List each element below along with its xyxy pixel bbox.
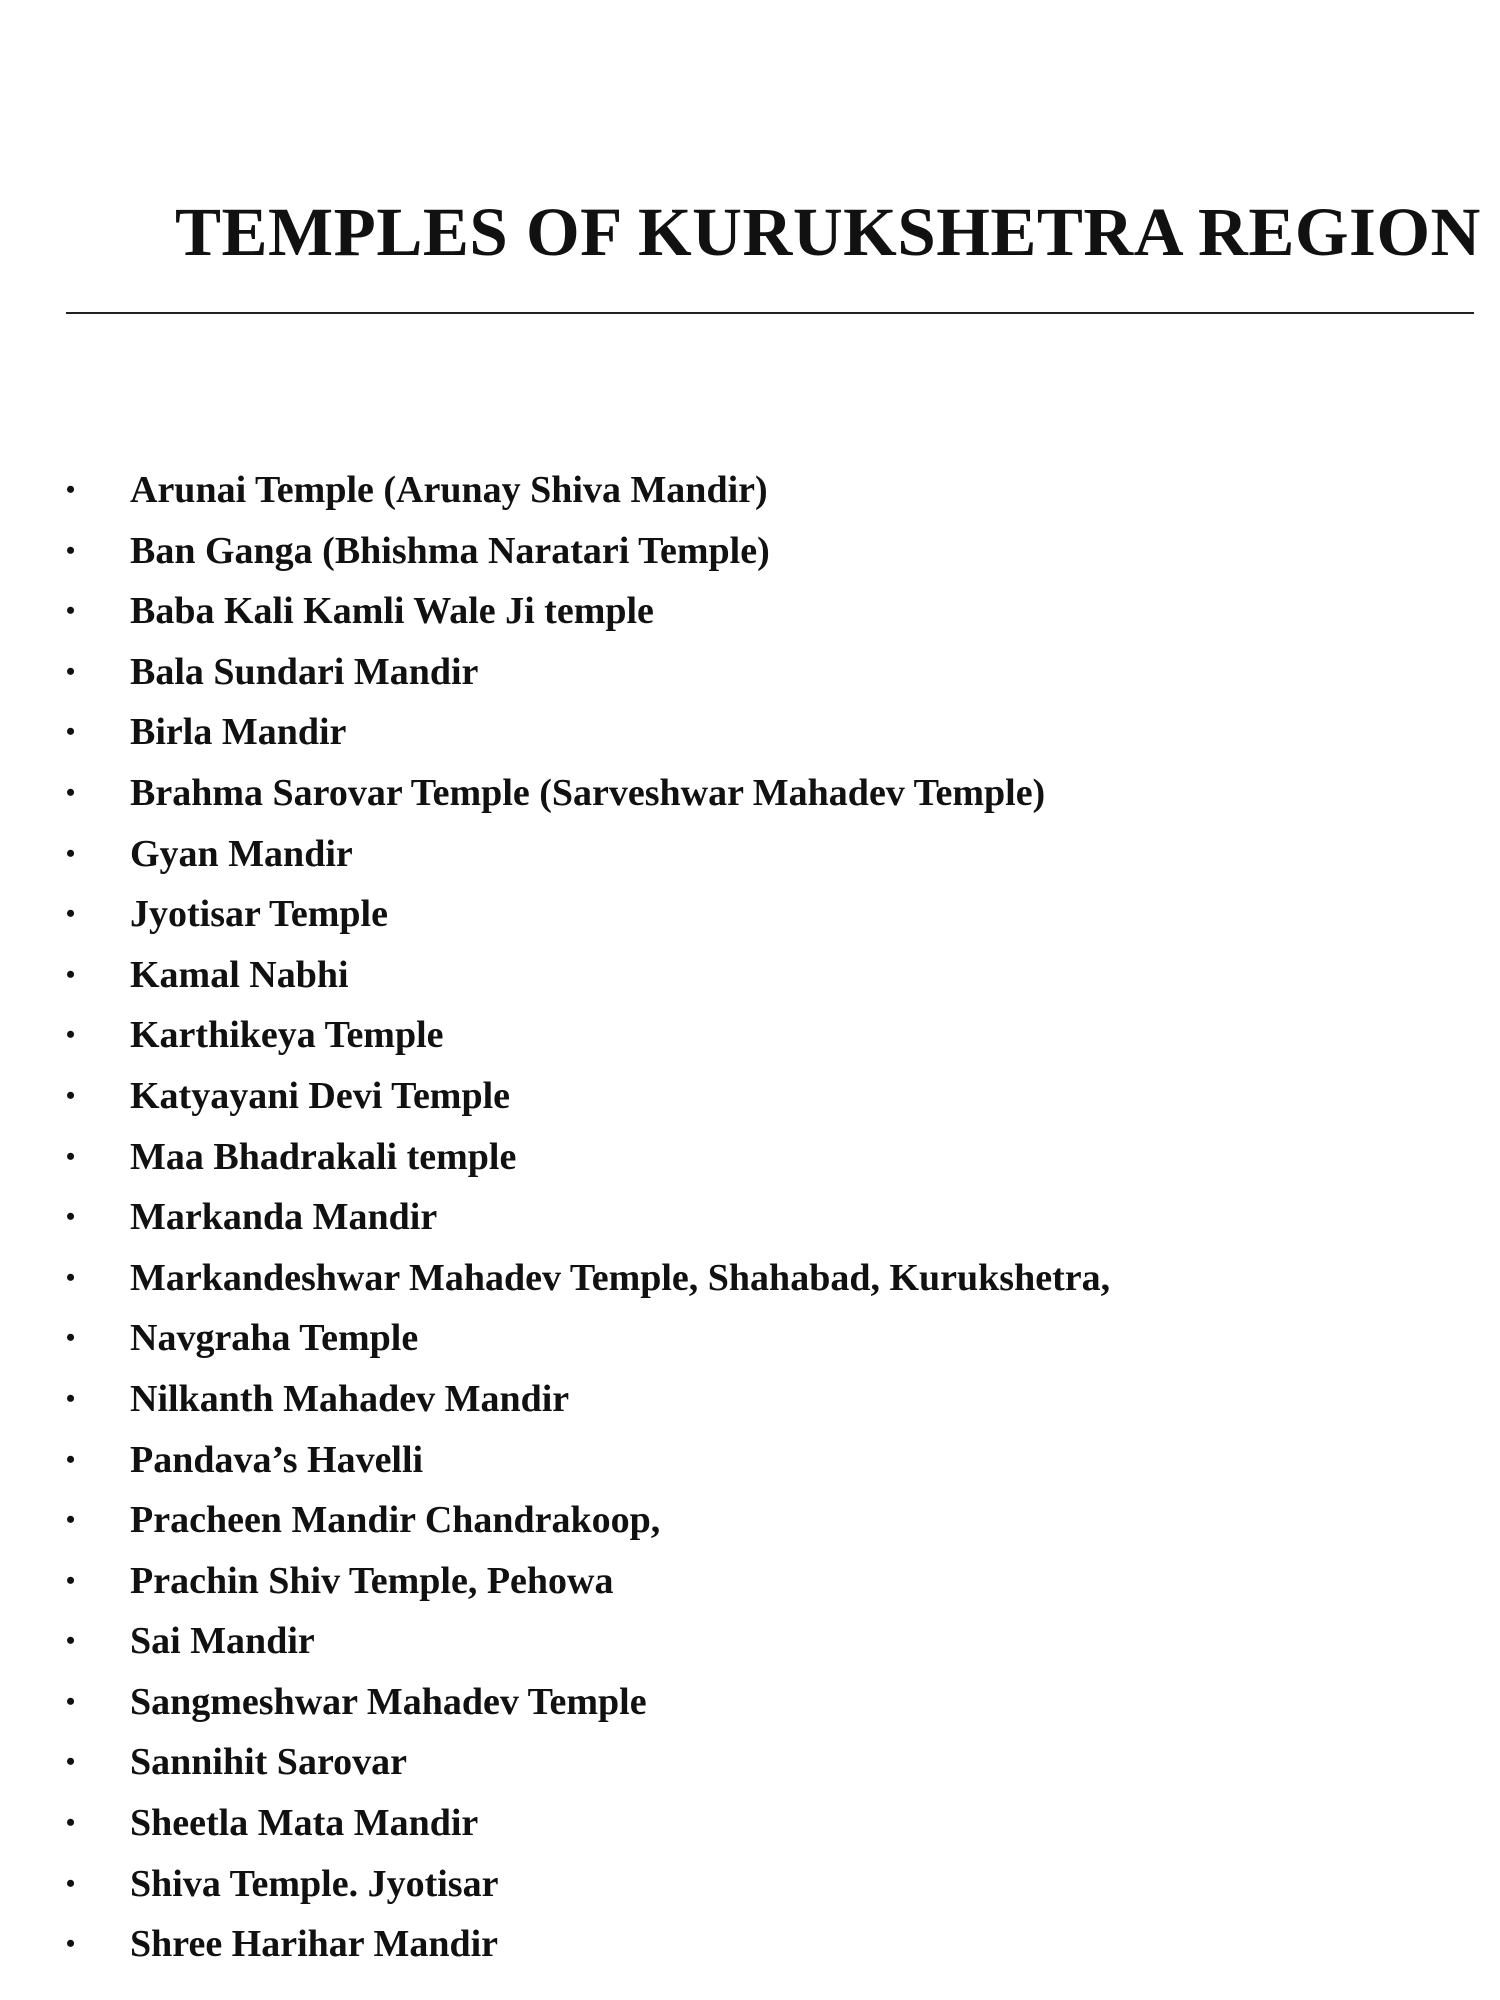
bullet-icon: • bbox=[66, 1626, 76, 1656]
temple-name: Prachin Shiv Temple, Pehowa bbox=[130, 1559, 614, 1602]
temple-list-item bbox=[0, 884, 1110, 945]
temple-name: Gyan Mandir bbox=[130, 832, 353, 875]
bullet-icon: • bbox=[66, 1141, 76, 1171]
bullet-icon: • bbox=[66, 475, 76, 504]
bullet-icon: • bbox=[66, 1323, 76, 1353]
temple-list-item bbox=[0, 945, 1110, 1006]
title-divider bbox=[66, 312, 1474, 314]
temple-list-item bbox=[0, 460, 1110, 521]
bullet-icon: • bbox=[66, 1020, 76, 1050]
temple-name: Sannihit Sarovar bbox=[130, 1741, 407, 1784]
bullet-icon: • bbox=[66, 1686, 76, 1716]
temple-list-item bbox=[0, 824, 1110, 885]
temple-list-item bbox=[0, 1430, 1110, 1491]
temple-name: Shiva Temple. Jyotisar bbox=[130, 1862, 499, 1905]
temple-list-item bbox=[0, 1127, 1110, 1188]
bullet-icon: • bbox=[66, 717, 76, 747]
temple-name: Sai Mandir bbox=[130, 1620, 315, 1663]
temple-name: Sangmeshwar Mahadev Temple bbox=[130, 1680, 647, 1723]
temple-list-item bbox=[0, 1914, 1110, 1975]
bullet-icon: • bbox=[66, 1202, 76, 1232]
temple-list-item bbox=[0, 1005, 1110, 1066]
bullet-icon: • bbox=[66, 656, 76, 686]
temple-name: Arunai Temple (Arunay Shiva Mandir) bbox=[130, 469, 768, 511]
temple-list-item bbox=[0, 763, 1110, 824]
temple-name: Brahma Sarovar Temple (Sarveshwar Mahadev Temple) bbox=[130, 771, 1046, 814]
bullet-icon: • bbox=[66, 1929, 76, 1959]
temple-list-item bbox=[0, 1187, 1110, 1248]
temple-list bbox=[0, 460, 1110, 1975]
bullet-icon: • bbox=[66, 1383, 76, 1413]
temple-name: Karthikeya Temple bbox=[130, 1014, 444, 1057]
bullet-icon: • bbox=[66, 959, 76, 989]
temple-name: Markanda Mandir bbox=[130, 1196, 438, 1239]
temple-list-item bbox=[0, 1854, 1110, 1915]
temple-name: Pracheen Mandir Chandrakoop, bbox=[130, 1499, 661, 1542]
bullet-icon: • bbox=[66, 1808, 76, 1838]
temple-list-item bbox=[0, 642, 1110, 703]
bullet-icon: • bbox=[66, 596, 76, 626]
bullet-icon: • bbox=[66, 1565, 76, 1595]
bullet-icon: • bbox=[66, 1868, 76, 1898]
temple-list-item bbox=[0, 1066, 1110, 1127]
temple-name: Maa Bhadrakali temple bbox=[130, 1135, 517, 1178]
temple-name: Jyotisar Temple bbox=[130, 893, 388, 936]
temple-list-item bbox=[0, 1551, 1110, 1612]
temple-name: Sheetla Mata Mandir bbox=[130, 1802, 479, 1845]
bullet-icon: • bbox=[66, 1080, 76, 1110]
temple-list-item bbox=[0, 521, 1110, 582]
bullet-icon: • bbox=[66, 1262, 76, 1292]
temple-name: Katyayani Devi Temple bbox=[130, 1074, 511, 1117]
temple-list-item bbox=[0, 581, 1110, 642]
temple-name: Bala Sundari Mandir bbox=[130, 650, 479, 693]
temple-list-item bbox=[0, 1793, 1110, 1854]
bullet-icon: • bbox=[66, 777, 76, 807]
temple-list-item bbox=[0, 702, 1110, 763]
temple-name: Kamal Nabhi bbox=[130, 953, 349, 996]
bullet-icon: • bbox=[66, 899, 76, 929]
temple-list-item bbox=[0, 1672, 1110, 1733]
temple-list-item bbox=[0, 1732, 1110, 1793]
bullet-icon: • bbox=[66, 1505, 76, 1535]
temple-name: Birla Mandir bbox=[130, 711, 347, 754]
bullet-icon: • bbox=[66, 1444, 76, 1474]
temple-list-item bbox=[0, 1248, 1110, 1309]
temple-list-item bbox=[0, 1490, 1110, 1551]
bullet-icon: • bbox=[66, 838, 76, 868]
temple-name: Navgraha Temple bbox=[130, 1317, 419, 1360]
temple-name: Baba Kali Kamli Wale Ji temple bbox=[130, 590, 654, 633]
temple-list-item bbox=[0, 1308, 1110, 1369]
temple-list-item bbox=[0, 1369, 1110, 1430]
temple-name: Ban Ganga (Bhishma Naratari Temple) bbox=[130, 529, 770, 572]
temple-list-item bbox=[0, 1611, 1110, 1672]
bullet-icon: • bbox=[66, 535, 76, 565]
temple-name: Pandava’s Havelli bbox=[130, 1438, 424, 1481]
page-title: TEMPLES OF KURUKSHETRA REGION bbox=[175, 194, 1481, 270]
temple-name: Nilkanth Mahadev Mandir bbox=[130, 1377, 570, 1420]
temple-name: Markandeshwar Mahadev Temple, Shahabad, Kurukshetra, bbox=[130, 1256, 1111, 1299]
bullet-icon: • bbox=[66, 1747, 76, 1777]
temple-name: Shree Harihar Mandir bbox=[130, 1923, 499, 1966]
